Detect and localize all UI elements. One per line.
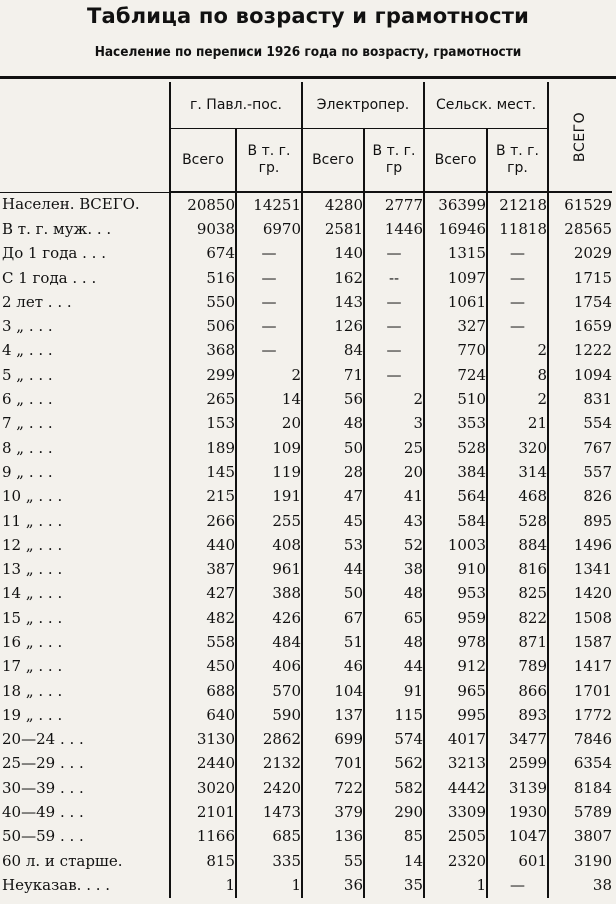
pavlpos-total-cell: 299 bbox=[170, 363, 236, 387]
elektroper-literate-cell: 52 bbox=[364, 533, 424, 557]
pavlpos-total-cell: 265 bbox=[170, 387, 236, 411]
rural-total-cell: 959 bbox=[424, 606, 487, 630]
elektroper-literate-cell: — bbox=[364, 314, 424, 338]
age-group-label-cell: В т. г. муж. . . bbox=[2, 219, 112, 238]
rural-literate-cell: 884 bbox=[487, 533, 548, 557]
grand-total-cell: 895 bbox=[548, 509, 612, 533]
elektroper-total-cell: 2581 bbox=[302, 217, 364, 241]
age-group-label-cell: 5 „ . . . bbox=[2, 365, 53, 384]
table-row bbox=[0, 873, 612, 897]
rural-total-cell: 724 bbox=[424, 363, 487, 387]
elektroper-total-cell: 47 bbox=[302, 485, 364, 509]
table-row bbox=[0, 557, 612, 581]
grand-total-cell: 1715 bbox=[548, 266, 612, 290]
age-group-label-cell: 40—49 . . . bbox=[2, 803, 84, 822]
elektroper-literate-cell: -- bbox=[364, 266, 424, 290]
rural-total-cell: 3309 bbox=[424, 800, 487, 824]
elektroper-total-cell: 55 bbox=[302, 849, 364, 873]
rural-literate-cell: 3477 bbox=[487, 728, 548, 752]
elektroper-literate-cell: 65 bbox=[364, 606, 424, 630]
elektroper-total-cell: 48 bbox=[302, 412, 364, 436]
pavlpos-literate-cell: 14 bbox=[236, 387, 302, 411]
pavlpos-literate-cell: 685 bbox=[236, 825, 302, 849]
pavlpos-total-cell: 558 bbox=[170, 630, 236, 654]
pavlpos-total-cell: 3130 bbox=[170, 728, 236, 752]
pavlpos-literate-cell: 20 bbox=[236, 412, 302, 436]
grand-total-cell: 1094 bbox=[548, 363, 612, 387]
table-row bbox=[0, 387, 612, 411]
pavlpos-literate-cell: 961 bbox=[236, 557, 302, 581]
rural-total-cell: 327 bbox=[424, 314, 487, 338]
subheader-g3-literate bbox=[487, 129, 548, 193]
elektroper-literate-cell: 1446 bbox=[364, 217, 424, 241]
pavlpos-total-cell: 9038 bbox=[170, 217, 236, 241]
pavlpos-literate-cell: 570 bbox=[236, 679, 302, 703]
subheader-g1-all: Всего bbox=[170, 129, 236, 193]
grand-total-cell: 1754 bbox=[548, 290, 612, 314]
rural-total-cell: 353 bbox=[424, 412, 487, 436]
elektroper-literate-cell: 20 bbox=[364, 460, 424, 484]
subheader-g1-literate-line1: В т. г. bbox=[247, 143, 291, 159]
subheader-g3-all: Всего bbox=[424, 129, 487, 193]
rural-literate-cell: — bbox=[487, 290, 548, 314]
rural-literate-cell: 1930 bbox=[487, 800, 548, 824]
grand-total-cell: 3190 bbox=[548, 849, 612, 873]
grand-total-cell: 1417 bbox=[548, 655, 612, 679]
rural-total-cell: 584 bbox=[424, 509, 487, 533]
rural-literate-cell: — bbox=[487, 266, 548, 290]
elektroper-total-cell: 71 bbox=[302, 363, 364, 387]
rural-literate-cell: 822 bbox=[487, 606, 548, 630]
grand-total-cell: 826 bbox=[548, 485, 612, 509]
elektroper-literate-cell: — bbox=[364, 339, 424, 363]
rural-literate-cell: 866 bbox=[487, 679, 548, 703]
subheader-g2-literate-line1: В т. г. bbox=[372, 143, 416, 159]
rural-total-cell: 1315 bbox=[424, 242, 487, 266]
elektroper-total-cell: 44 bbox=[302, 557, 364, 581]
elektroper-total-cell: 140 bbox=[302, 242, 364, 266]
group-header-elektroper: Электропер. bbox=[302, 82, 424, 129]
pavlpos-literate-cell: 255 bbox=[236, 509, 302, 533]
table-row bbox=[0, 849, 612, 873]
subheader-g2-literate-line2: гр bbox=[385, 160, 403, 176]
rural-total-cell: 564 bbox=[424, 485, 487, 509]
pavlpos-literate-cell: 2862 bbox=[236, 728, 302, 752]
elektroper-total-cell: 137 bbox=[302, 703, 364, 727]
table-row bbox=[0, 339, 612, 363]
grand-total-cell: 38 bbox=[548, 873, 612, 897]
rural-literate-cell: 2 bbox=[487, 387, 548, 411]
grand-total-cell: 3807 bbox=[548, 825, 612, 849]
table-row bbox=[0, 630, 612, 654]
table-row bbox=[0, 606, 612, 630]
pavlpos-literate-cell: 6970 bbox=[236, 217, 302, 241]
table-row bbox=[0, 266, 612, 290]
pavlpos-total-cell: 215 bbox=[170, 485, 236, 509]
rural-literate-cell: 21218 bbox=[487, 192, 548, 217]
rural-total-cell: 3213 bbox=[424, 752, 487, 776]
rural-literate-cell: 1047 bbox=[487, 825, 548, 849]
elektroper-literate-cell: 38 bbox=[364, 557, 424, 581]
table-row bbox=[0, 728, 612, 752]
pavlpos-literate-cell: 2 bbox=[236, 363, 302, 387]
elektroper-literate-cell: 115 bbox=[364, 703, 424, 727]
grand-total-cell: 28565 bbox=[548, 217, 612, 241]
rural-literate-cell: 2599 bbox=[487, 752, 548, 776]
age-group-label-cell: 60 л. и старше. bbox=[2, 851, 123, 870]
rural-literate-cell: 816 bbox=[487, 557, 548, 581]
pavlpos-total-cell: 387 bbox=[170, 557, 236, 581]
grand-total-cell: 1587 bbox=[548, 630, 612, 654]
rural-total-cell: 965 bbox=[424, 679, 487, 703]
elektroper-literate-cell: 2 bbox=[364, 387, 424, 411]
elektroper-literate-cell: 14 bbox=[364, 849, 424, 873]
grand-total-cell: 1420 bbox=[548, 582, 612, 606]
age-group-label-cell: 11 „ . . . bbox=[2, 511, 63, 530]
table-row bbox=[0, 752, 612, 776]
grand-total-cell: 1508 bbox=[548, 606, 612, 630]
grand-total-cell: 1341 bbox=[548, 557, 612, 581]
elektroper-total-cell: 701 bbox=[302, 752, 364, 776]
age-group-label-cell: 7 „ . . . bbox=[2, 414, 53, 433]
total-header-label: ВСЕГО bbox=[572, 111, 589, 162]
age-group-label-cell: Неуказав. . . . bbox=[2, 875, 111, 894]
rural-literate-cell: 825 bbox=[487, 582, 548, 606]
rural-total-cell: 384 bbox=[424, 460, 487, 484]
rural-total-cell: 16946 bbox=[424, 217, 487, 241]
elektroper-total-cell: 45 bbox=[302, 509, 364, 533]
age-group-label-cell: 3 „ . . . bbox=[2, 317, 53, 336]
pavlpos-total-cell: 688 bbox=[170, 679, 236, 703]
age-group-label-cell: 12 „ . . . bbox=[2, 535, 63, 554]
pavlpos-literate-cell: — bbox=[236, 290, 302, 314]
pavlpos-total-cell: 189 bbox=[170, 436, 236, 460]
grand-total-cell: 8184 bbox=[548, 776, 612, 800]
rural-literate-cell: 871 bbox=[487, 630, 548, 654]
table-row bbox=[0, 242, 612, 266]
pavlpos-literate-cell: — bbox=[236, 266, 302, 290]
elektroper-literate-cell: — bbox=[364, 290, 424, 314]
elektroper-literate-cell: 91 bbox=[364, 679, 424, 703]
table-row bbox=[0, 485, 612, 509]
age-group-label-cell: 10 „ . . . bbox=[2, 487, 63, 506]
grand-total-cell: 6354 bbox=[548, 752, 612, 776]
elektroper-total-cell: 50 bbox=[302, 436, 364, 460]
table-row bbox=[0, 679, 612, 703]
rural-literate-cell: 601 bbox=[487, 849, 548, 873]
table-row bbox=[0, 436, 612, 460]
age-group-label-cell: Населен. ВСЕГО. bbox=[2, 195, 140, 214]
pavlpos-total-cell: 368 bbox=[170, 339, 236, 363]
elektroper-literate-cell: — bbox=[364, 363, 424, 387]
pavlpos-literate-cell: 426 bbox=[236, 606, 302, 630]
group-header-pavlpos: г. Павл.-пос. bbox=[170, 82, 302, 129]
table-row bbox=[0, 217, 612, 241]
subheader-g3-literate-line1: В т. г. bbox=[496, 143, 539, 159]
pavlpos-literate-cell: 2420 bbox=[236, 776, 302, 800]
pavlpos-total-cell: 1 bbox=[170, 873, 236, 897]
elektroper-total-cell: 379 bbox=[302, 800, 364, 824]
rural-literate-cell: 2 bbox=[487, 339, 548, 363]
table-body bbox=[0, 192, 612, 898]
group-header-rural: Сельск. мест. bbox=[424, 82, 548, 129]
elektroper-literate-cell: 3 bbox=[364, 412, 424, 436]
age-group-label-cell: 16 „ . . . bbox=[2, 632, 63, 651]
age-group-label-cell: 19 „ . . . bbox=[2, 705, 63, 724]
pavlpos-literate-cell: 1 bbox=[236, 873, 302, 897]
elektroper-total-cell: 104 bbox=[302, 679, 364, 703]
rural-total-cell: 1 bbox=[424, 873, 487, 897]
pavlpos-total-cell: 20850 bbox=[170, 192, 236, 217]
table-row bbox=[0, 825, 612, 849]
pavlpos-literate-cell: 484 bbox=[236, 630, 302, 654]
grand-total-cell: 1701 bbox=[548, 679, 612, 703]
pavlpos-literate-cell: 119 bbox=[236, 460, 302, 484]
rural-total-cell: 2320 bbox=[424, 849, 487, 873]
pavlpos-literate-cell: 2132 bbox=[236, 752, 302, 776]
pavlpos-total-cell: 506 bbox=[170, 314, 236, 338]
rural-literate-cell: 789 bbox=[487, 655, 548, 679]
rural-literate-cell: — bbox=[487, 314, 548, 338]
rural-literate-cell: 893 bbox=[487, 703, 548, 727]
grand-total-cell: 1496 bbox=[548, 533, 612, 557]
pavlpos-total-cell: 153 bbox=[170, 412, 236, 436]
grand-total-cell: 1222 bbox=[548, 339, 612, 363]
pavlpos-literate-cell: 109 bbox=[236, 436, 302, 460]
pavlpos-total-cell: 482 bbox=[170, 606, 236, 630]
pavlpos-literate-cell: 408 bbox=[236, 533, 302, 557]
elektroper-literate-cell: 44 bbox=[364, 655, 424, 679]
age-group-label-cell: 20—24 . . . bbox=[2, 730, 84, 749]
rural-total-cell: 953 bbox=[424, 582, 487, 606]
pavlpos-total-cell: 145 bbox=[170, 460, 236, 484]
rural-literate-cell: 468 bbox=[487, 485, 548, 509]
age-group-label-cell: 17 „ . . . bbox=[2, 657, 63, 676]
age-group-label-cell: 25—29 . . . bbox=[2, 754, 84, 773]
elektroper-total-cell: 143 bbox=[302, 290, 364, 314]
rural-total-cell: 528 bbox=[424, 436, 487, 460]
elektroper-literate-cell: 41 bbox=[364, 485, 424, 509]
table-row bbox=[0, 655, 612, 679]
pavlpos-total-cell: 266 bbox=[170, 509, 236, 533]
rural-total-cell: 912 bbox=[424, 655, 487, 679]
elektroper-total-cell: 50 bbox=[302, 582, 364, 606]
subheader-g2-all: Всего bbox=[302, 129, 364, 193]
pavlpos-total-cell: 815 bbox=[170, 849, 236, 873]
subheader-g2-literate bbox=[364, 129, 424, 193]
pavlpos-total-cell: 440 bbox=[170, 533, 236, 557]
age-group-label-cell: 4 „ . . . bbox=[2, 341, 53, 360]
pavlpos-literate-cell: 406 bbox=[236, 655, 302, 679]
elektroper-total-cell: 136 bbox=[302, 825, 364, 849]
subheader-g1-literate bbox=[236, 129, 302, 193]
grand-total-cell: 2029 bbox=[548, 242, 612, 266]
elektroper-literate-cell: 562 bbox=[364, 752, 424, 776]
table-row bbox=[0, 582, 612, 606]
rural-total-cell: 978 bbox=[424, 630, 487, 654]
pavlpos-total-cell: 1166 bbox=[170, 825, 236, 849]
rural-literate-cell: 8 bbox=[487, 363, 548, 387]
rural-total-cell: 995 bbox=[424, 703, 487, 727]
pavlpos-literate-cell: 335 bbox=[236, 849, 302, 873]
elektroper-total-cell: 53 bbox=[302, 533, 364, 557]
elektroper-total-cell: 67 bbox=[302, 606, 364, 630]
age-group-label-cell: 8 „ . . . bbox=[2, 438, 53, 457]
table-row bbox=[0, 800, 612, 824]
age-group-label-cell: 18 „ . . . bbox=[2, 681, 63, 700]
census-table bbox=[0, 82, 612, 898]
pavlpos-total-cell: 674 bbox=[170, 242, 236, 266]
age-group-label-cell: 6 „ . . . bbox=[2, 390, 53, 409]
pavlpos-total-cell: 640 bbox=[170, 703, 236, 727]
total-header bbox=[548, 82, 612, 192]
rural-total-cell: 2505 bbox=[424, 825, 487, 849]
table-row bbox=[0, 314, 612, 338]
rural-literate-cell: 320 bbox=[487, 436, 548, 460]
table-row bbox=[0, 509, 612, 533]
elektroper-total-cell: 699 bbox=[302, 728, 364, 752]
grand-total-cell: 61529 bbox=[548, 192, 612, 217]
age-group-label-cell: 15 „ . . . bbox=[2, 608, 63, 627]
age-group-label-cell: 13 „ . . . bbox=[2, 560, 63, 579]
elektroper-total-cell: 28 bbox=[302, 460, 364, 484]
elektroper-literate-cell: 290 bbox=[364, 800, 424, 824]
elektroper-literate-cell: 48 bbox=[364, 630, 424, 654]
table-row bbox=[0, 460, 612, 484]
table-row bbox=[0, 533, 612, 557]
table-row bbox=[0, 776, 612, 800]
elektroper-total-cell: 36 bbox=[302, 873, 364, 897]
elektroper-literate-cell: — bbox=[364, 242, 424, 266]
table-row bbox=[0, 412, 612, 436]
pavlpos-total-cell: 450 bbox=[170, 655, 236, 679]
rural-total-cell: 4442 bbox=[424, 776, 487, 800]
grand-total-cell: 557 bbox=[548, 460, 612, 484]
pavlpos-total-cell: 427 bbox=[170, 582, 236, 606]
elektroper-literate-cell: 582 bbox=[364, 776, 424, 800]
table-row bbox=[0, 290, 612, 314]
pavlpos-literate-cell: — bbox=[236, 339, 302, 363]
table-row bbox=[0, 703, 612, 727]
grand-total-cell: 5789 bbox=[548, 800, 612, 824]
pavlpos-total-cell: 550 bbox=[170, 290, 236, 314]
elektroper-total-cell: 56 bbox=[302, 387, 364, 411]
table-title: Таблица по возрасту и грамотности bbox=[86, 4, 530, 28]
grand-total-cell: 831 bbox=[548, 387, 612, 411]
elektroper-literate-cell: 25 bbox=[364, 436, 424, 460]
rural-total-cell: 510 bbox=[424, 387, 487, 411]
rural-total-cell: 910 bbox=[424, 557, 487, 581]
pavlpos-total-cell: 3020 bbox=[170, 776, 236, 800]
elektroper-literate-cell: 2777 bbox=[364, 192, 424, 217]
elektroper-total-cell: 126 bbox=[302, 314, 364, 338]
rural-total-cell: 36399 bbox=[424, 192, 487, 217]
age-group-label-cell: 14 „ . . . bbox=[2, 584, 63, 603]
age-group-label-cell: 50—59 . . . bbox=[2, 827, 84, 846]
elektroper-literate-cell: 85 bbox=[364, 825, 424, 849]
pavlpos-literate-cell: — bbox=[236, 314, 302, 338]
pavlpos-literate-cell: 1473 bbox=[236, 800, 302, 824]
elektroper-literate-cell: 48 bbox=[364, 582, 424, 606]
age-group-label-cell: 2 лет . . . bbox=[2, 292, 72, 311]
age-group-label-cell: С 1 года . . . bbox=[2, 268, 97, 287]
rural-total-cell: 1061 bbox=[424, 290, 487, 314]
grand-total-cell: 554 bbox=[548, 412, 612, 436]
pavlpos-literate-cell: — bbox=[236, 242, 302, 266]
rural-total-cell: 4017 bbox=[424, 728, 487, 752]
subheader-g1-literate-line2: гр. bbox=[258, 160, 280, 176]
elektroper-total-cell: 722 bbox=[302, 776, 364, 800]
table-subtitle: Население по переписи 1926 года по возрасту, грамотности bbox=[94, 44, 522, 60]
rural-literate-cell: — bbox=[487, 873, 548, 897]
subheader-g3-literate-line2: гр. bbox=[507, 160, 528, 176]
elektroper-literate-cell: 35 bbox=[364, 873, 424, 897]
table-row bbox=[0, 363, 612, 387]
rural-total-cell: 1003 bbox=[424, 533, 487, 557]
grand-total-cell: 7846 bbox=[548, 728, 612, 752]
rural-literate-cell: 21 bbox=[487, 412, 548, 436]
rural-total-cell: 770 bbox=[424, 339, 487, 363]
grand-total-cell: 767 bbox=[548, 436, 612, 460]
elektroper-literate-cell: 574 bbox=[364, 728, 424, 752]
elektroper-total-cell: 51 bbox=[302, 630, 364, 654]
rural-literate-cell: — bbox=[487, 242, 548, 266]
rural-literate-cell: 314 bbox=[487, 460, 548, 484]
pavlpos-literate-cell: 14251 bbox=[236, 192, 302, 217]
pavlpos-literate-cell: 388 bbox=[236, 582, 302, 606]
pavlpos-total-cell: 2101 bbox=[170, 800, 236, 824]
elektroper-total-cell: 46 bbox=[302, 655, 364, 679]
table-row bbox=[0, 192, 612, 217]
age-group-label-cell: 9 „ . . . bbox=[2, 462, 53, 481]
label-header-cell bbox=[0, 82, 170, 192]
elektroper-literate-cell: 43 bbox=[364, 509, 424, 533]
age-group-label-cell: До 1 года . . . bbox=[2, 244, 106, 263]
pavlpos-literate-cell: 590 bbox=[236, 703, 302, 727]
header-row-groups bbox=[0, 82, 612, 129]
pavlpos-literate-cell: 191 bbox=[236, 485, 302, 509]
pavlpos-total-cell: 2440 bbox=[170, 752, 236, 776]
elektroper-total-cell: 4280 bbox=[302, 192, 364, 217]
grand-total-cell: 1772 bbox=[548, 703, 612, 727]
grand-total-cell: 1659 bbox=[548, 314, 612, 338]
top-rule bbox=[0, 76, 616, 79]
pavlpos-total-cell: 516 bbox=[170, 266, 236, 290]
age-group-label-cell: 30—39 . . . bbox=[2, 778, 84, 797]
rural-literate-cell: 11818 bbox=[487, 217, 548, 241]
elektroper-total-cell: 162 bbox=[302, 266, 364, 290]
rural-literate-cell: 528 bbox=[487, 509, 548, 533]
rural-literate-cell: 3139 bbox=[487, 776, 548, 800]
elektroper-total-cell: 84 bbox=[302, 339, 364, 363]
rural-total-cell: 1097 bbox=[424, 266, 487, 290]
